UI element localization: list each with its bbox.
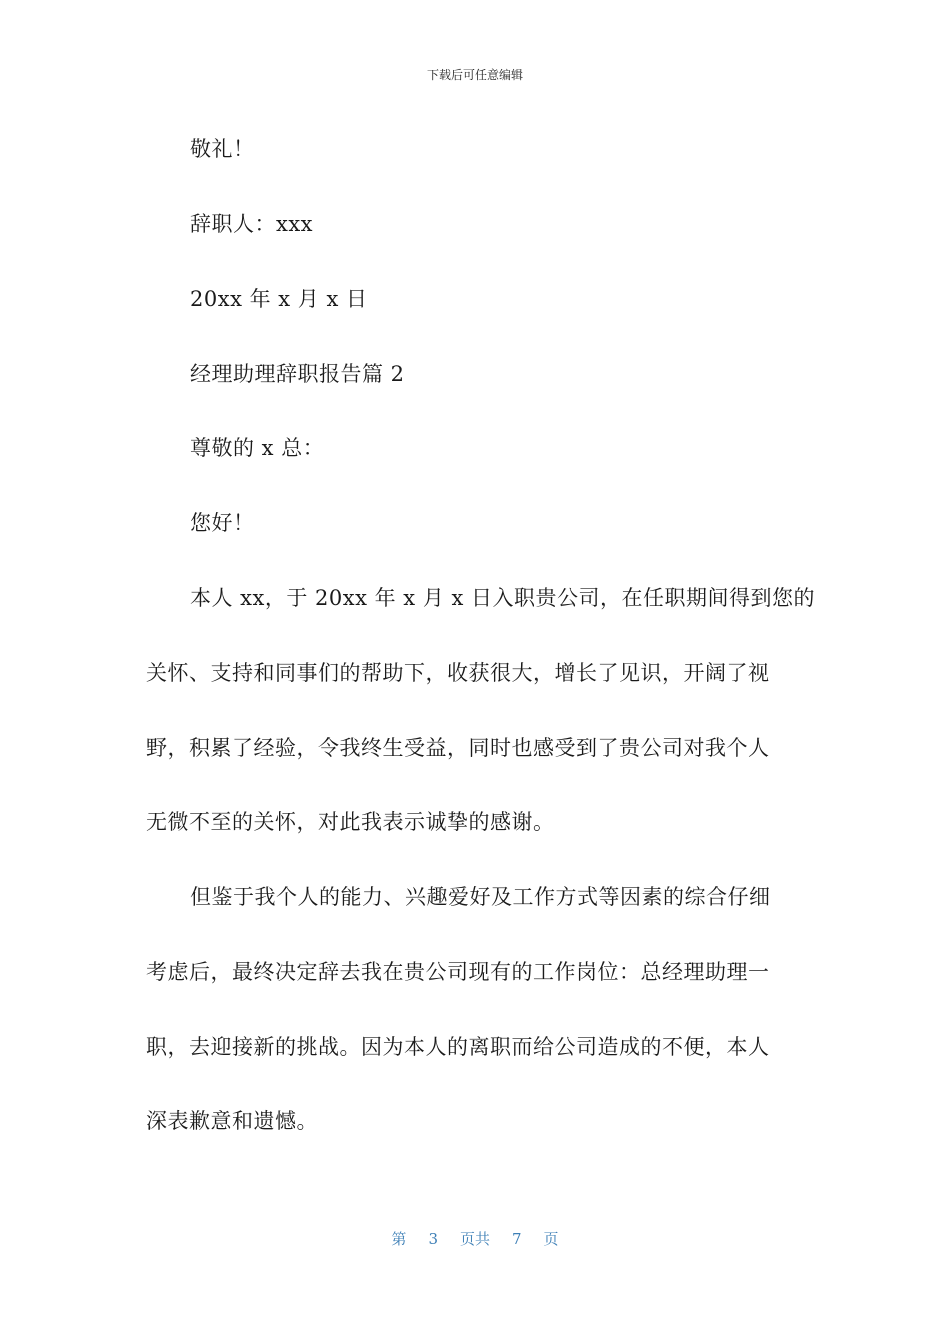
paragraph-2-line-4: 深表歉意和遗憾。	[146, 1109, 318, 1133]
paragraph-1-line-4: 无微不至的关怀，对此我表示诚挚的感谢。	[146, 810, 555, 834]
paragraph-1-line-1: 本人 xx，于 20xx 年 x 月 x 日入职贵公司，在任职期间得到您的	[190, 586, 816, 610]
letter-signer: 辞职人：xxx	[190, 212, 314, 236]
paragraph-1-line-3: 野，积累了经验，令我终生受益，同时也感受到了贵公司对我个人	[146, 736, 770, 760]
letter-salutation: 尊敬的 x 总：	[190, 436, 325, 460]
paragraph-1-line-2: 关怀、支持和同事们的帮助下，收获很大，增长了见识，开阔了视	[146, 661, 770, 685]
footer-current-page: 3	[428, 1230, 438, 1248]
letter-closing: 敬礼！	[190, 137, 255, 161]
paragraph-2-line-3: 职，去迎接新的挑战。因为本人的离职而给公司造成的不便，本人	[146, 1035, 770, 1059]
paragraph-2-line-1: 但鉴于我个人的能力、兴趣爱好及工作方式等因素的综合仔细	[190, 885, 771, 909]
footer-suffix: 页	[543, 1230, 559, 1248]
page-footer	[0, 1228, 950, 1249]
letter-date: 20xx 年 x 月 x 日	[190, 287, 368, 311]
page-header-note: 下载后可任意编辑	[426, 68, 523, 82]
paragraph-2-line-2: 考虑后，最终决定辞去我在贵公司现有的工作岗位：总经理助理一	[146, 960, 770, 984]
letter-greeting: 您好！	[190, 511, 255, 535]
footer-mid: 页共	[459, 1230, 490, 1248]
footer-prefix: 第	[391, 1230, 407, 1248]
footer-total-pages: 7	[512, 1230, 522, 1248]
section-title: 经理助理辞职报告篇 2	[190, 362, 405, 386]
